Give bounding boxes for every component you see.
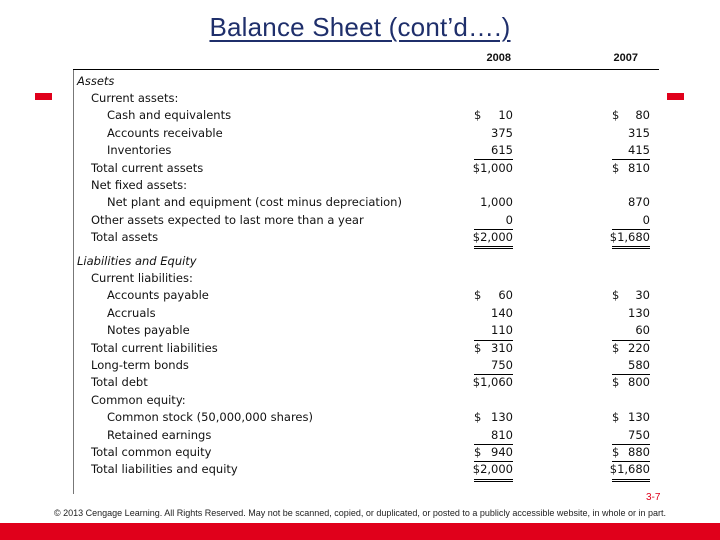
table-row: [73, 427, 659, 444]
value-2007-cell: [612, 322, 650, 340]
row-label: Common stock (50,000,000 shares): [107, 410, 313, 425]
value-2007-value: 810: [628, 160, 650, 175]
table-row: [73, 107, 659, 124]
value-2008-value: 750: [491, 357, 513, 372]
bottom-red-bar: [0, 523, 720, 540]
row-label: Total current assets: [91, 160, 204, 175]
row-label: Cash and equivalents: [107, 108, 232, 123]
value-2008-cell: [474, 287, 513, 304]
row-label: Total common equity: [91, 444, 212, 459]
value-2007-value: 870: [628, 195, 650, 210]
row-label: Total liabilities and equity: [91, 462, 238, 477]
value-2007-cell: [612, 160, 650, 177]
red-marker-right: [667, 93, 684, 100]
row-label: Current assets:: [91, 90, 179, 105]
value-2007-value: 0: [642, 212, 650, 227]
value-2007-value: 580: [628, 357, 650, 372]
row-label: Long-term bonds: [91, 357, 189, 372]
value-2007-value: 415: [628, 143, 650, 158]
value-2008-value: 310: [491, 340, 513, 355]
value-2007-cell: [612, 194, 650, 211]
value-2007-value: 60: [635, 323, 650, 338]
value-2008-value: $2,000: [472, 462, 513, 477]
value-2007-cell: [612, 340, 650, 357]
table-row: [73, 125, 659, 142]
table-row: [73, 90, 659, 107]
currency-symbol: $: [612, 375, 620, 390]
row-label: Notes payable: [107, 323, 190, 338]
value-2007-cell: [612, 444, 650, 462]
value-2007-value: 220: [628, 340, 650, 355]
row-label: Accounts receivable: [107, 125, 223, 140]
table-row: [73, 194, 659, 211]
value-2007-cell: [609, 229, 650, 249]
copyright-footer: © 2013 Cengage Learning. All Rights Reserved. May not be scanned, copied, or duplicated, or posted to a publicly accessible website, in whole or in part.: [54, 508, 666, 518]
slide-number: 3-7: [646, 492, 661, 503]
value-2007-cell: [612, 287, 650, 304]
column-header-2008: 2008: [486, 52, 511, 64]
table-row: [73, 177, 659, 194]
value-2008-cell: [474, 340, 513, 357]
value-2008-value: 140: [491, 305, 513, 320]
value-2007-cell: [612, 357, 650, 375]
value-2008-cell: [474, 427, 513, 445]
table-row: [73, 305, 659, 322]
header-rule: [73, 69, 659, 70]
value-2008-cell: [474, 357, 513, 375]
value-2008-value: $2,000: [472, 230, 513, 245]
value-2007-cell: [612, 427, 650, 445]
section-heading: Liabilities and Equity: [77, 253, 197, 268]
table-row: [73, 461, 659, 478]
row-label: Net plant and equipment (cost minus depreciation): [107, 195, 402, 210]
value-2008-cell: [474, 409, 513, 426]
value-2008-cell: [474, 125, 513, 142]
value-2008-value: 615: [491, 143, 513, 158]
table-row: [73, 142, 659, 159]
balance-sheet-table: [73, 48, 659, 496]
value-2007-value: 880: [628, 444, 650, 459]
row-label: Total current liabilities: [91, 340, 218, 355]
value-2007-cell: [612, 374, 650, 391]
value-2008-cell: [474, 212, 513, 230]
table-row: [73, 374, 659, 391]
section-heading-row: [73, 253, 659, 270]
row-label: Inventories: [107, 143, 172, 158]
column-header-2007: 2007: [613, 52, 638, 64]
table-row: [73, 409, 659, 426]
value-2008-cell: [474, 229, 513, 249]
value-2008-cell: [474, 374, 513, 391]
value-2008-value: 60: [498, 288, 513, 303]
value-2007-cell: [612, 125, 650, 142]
currency-symbol: $: [612, 444, 620, 459]
value-2007-cell: [609, 461, 650, 481]
value-2008-cell: [474, 322, 513, 340]
value-2008-cell: [474, 107, 513, 124]
section-heading: Assets: [77, 73, 115, 88]
currency-symbol: $: [612, 340, 620, 355]
value-2007-value: 750: [628, 427, 650, 442]
red-marker-left: [35, 93, 52, 100]
value-2007-value: 315: [628, 125, 650, 140]
table-row: [73, 322, 659, 339]
currency-symbol: $: [474, 340, 482, 355]
table-row: [73, 229, 659, 246]
value-2008-cell: [474, 305, 513, 322]
table-row: [73, 287, 659, 304]
value-2008-value: 130: [491, 410, 513, 425]
value-2007-value: 130: [628, 305, 650, 320]
page-title: Balance Sheet (cont’d….): [209, 12, 511, 42]
table-row: [73, 160, 659, 177]
value-2008-value: 810: [491, 427, 513, 442]
value-2007-cell: [612, 212, 650, 230]
row-label: Net fixed assets:: [91, 177, 188, 192]
value-2007-value: 80: [635, 108, 650, 123]
row-label: Current liabilities:: [91, 270, 193, 285]
section-heading-row: [73, 73, 659, 90]
value-2008-value: $1,000: [472, 160, 513, 175]
row-label: Other assets expected to last more than a year: [91, 212, 364, 227]
table-row: [73, 212, 659, 229]
currency-symbol: $: [612, 108, 620, 123]
value-2008-value: 110: [491, 323, 513, 338]
currency-symbol: $: [474, 288, 482, 303]
value-2007-value: 30: [635, 288, 650, 303]
value-2007-cell: [612, 409, 650, 426]
table-row: [73, 357, 659, 374]
currency-symbol: $: [474, 410, 482, 425]
currency-symbol: $: [612, 288, 620, 303]
table-row: [73, 444, 659, 461]
value-2008-cell: [474, 194, 513, 211]
value-2008-value: 375: [491, 125, 513, 140]
row-label: Common equity:: [91, 392, 186, 407]
table-row: [73, 270, 659, 287]
value-2008-value: 1,000: [480, 195, 513, 210]
value-2008-cell: [474, 160, 513, 177]
value-2008-value: 0: [505, 212, 513, 227]
currency-symbol: $: [612, 410, 620, 425]
currency-symbol: $: [612, 160, 620, 175]
value-2008-value: 940: [491, 444, 513, 459]
table-row: [73, 340, 659, 357]
currency-symbol: $: [474, 444, 482, 459]
row-label: Total assets: [91, 230, 159, 245]
row-label: Accounts payable: [107, 288, 209, 303]
value-2007-value: 130: [628, 410, 650, 425]
value-2007-cell: [612, 305, 650, 322]
value-2007-cell: [612, 107, 650, 124]
value-2008-cell: [474, 142, 513, 160]
value-2007-cell: [612, 142, 650, 160]
row-label: Accruals: [107, 305, 156, 320]
value-2007-value: $1,680: [609, 462, 650, 477]
value-2007-value: $1,680: [609, 230, 650, 245]
row-label: Retained earnings: [107, 427, 212, 442]
value-2008-value: $1,060: [472, 375, 513, 390]
row-label: Total debt: [91, 375, 148, 390]
value-2008-cell: [474, 461, 513, 481]
table-row: [73, 392, 659, 409]
value-2008-value: 10: [498, 108, 513, 123]
value-2007-value: 800: [628, 375, 650, 390]
value-2008-cell: [474, 444, 513, 462]
currency-symbol: $: [474, 108, 482, 123]
